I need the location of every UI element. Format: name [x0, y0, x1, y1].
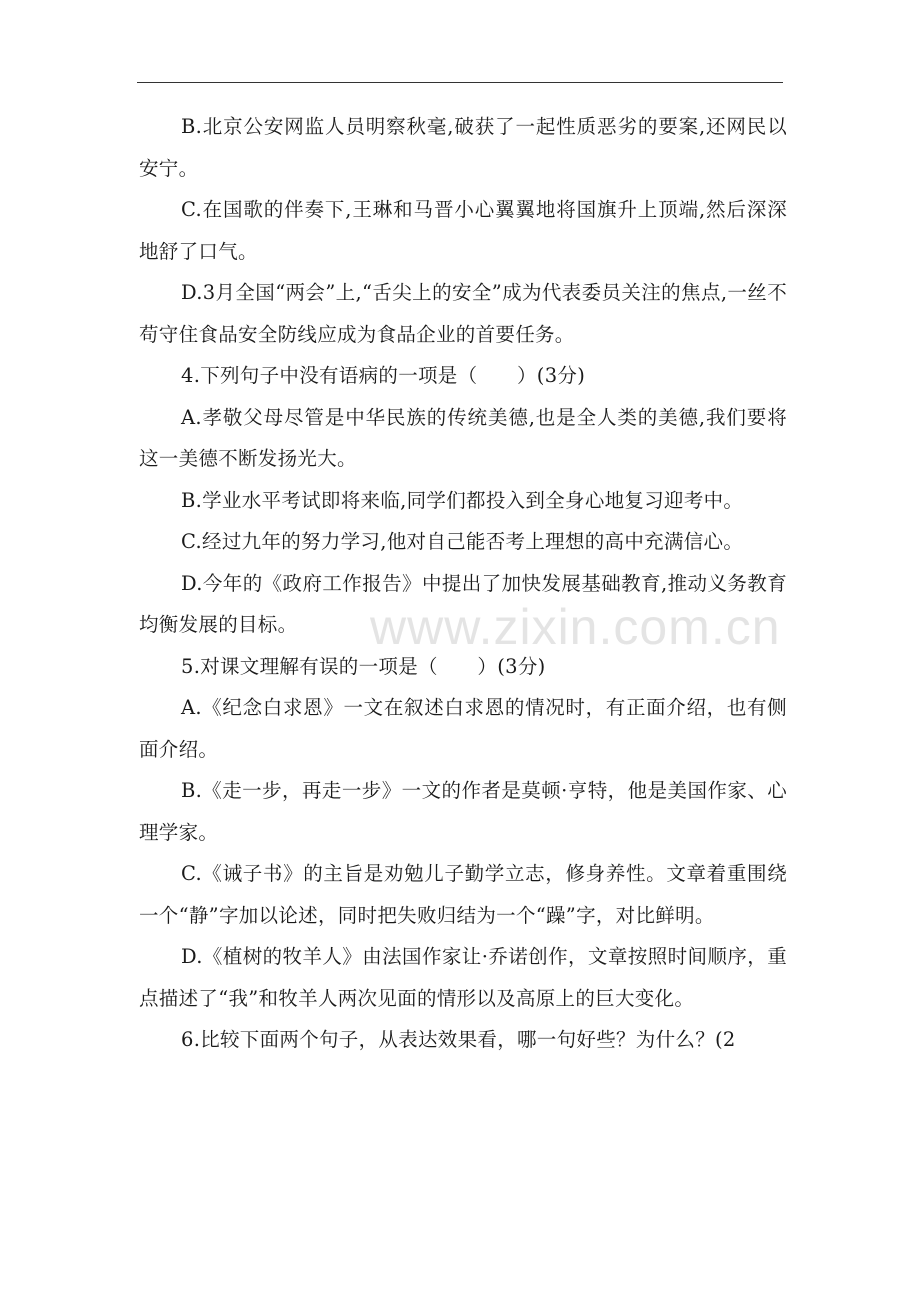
- option-5c: C.《诫子书》的主旨是劝勉儿子勤学立志，修身养性。文章着重围绕一个“静”字加以论述，同时把失败归结为一个“躁”字，对比鲜明。: [139, 862, 787, 927]
- option-4d: D.今年的《政府工作报告》中提出了加快发展基础教育,推动义务教育均衡发展的目标。: [139, 571, 787, 636]
- document-body: [139, 106, 787, 1061]
- watermark: www.zixin.com.cn: [370, 599, 781, 655]
- header-rule: [137, 82, 783, 83]
- option-4a: A.孝敬父母尽管是中华民族的传统美德,也是全人类的美德,我们要将这一美德不断发扬光大。: [139, 405, 787, 470]
- option-3b: B.北京公安网监人员明察秋毫,破获了一起性质恶劣的要案,还网民以安宁。: [139, 115, 787, 180]
- option-5a: A.《纪念白求恩》一文在叙述白求恩的情况时，有正面介绍，也有侧面介绍。: [139, 696, 787, 761]
- question-4: 4.下列句子中没有语病的一项是（ ）(3分): [181, 364, 586, 387]
- option-5d: D.《植树的牧羊人》由法国作家让·乔诺创作，文章按照时间顺序，重点描述了“我”和牧羊人两次见面的情形以及高原上的巨大变化。: [139, 945, 787, 1010]
- question-6: 6.比较下面两个句子，从表达效果看，哪一句好些？为什么？(2: [181, 1028, 736, 1051]
- option-4b: B.学业水平考试即将来临,同学们都投入到全身心地复习迎考中。: [181, 488, 744, 512]
- option-3c: C.在国歌的伴奏下,王琳和马晋小心翼翼地将国旗升上顶端,然后深深地舒了口气。: [139, 198, 787, 263]
- option-4c: C.经过九年的努力学习,他对自己能否考上理想的高中充满信心。: [181, 530, 744, 553]
- question-5: 5.对课文理解有误的一项是（ ）(3分): [181, 654, 546, 678]
- option-5b: B.《走一步，再走一步》一文的作者是莫顿·亨特，他是美国作家、心理学家。: [139, 779, 787, 844]
- option-3d: D.3月全国“两会”上,“舌尖上的安全”成为代表委员关注的焦点,一丝不苟守住食品安全防线应成为食品企业的首要任务。: [139, 281, 787, 346]
